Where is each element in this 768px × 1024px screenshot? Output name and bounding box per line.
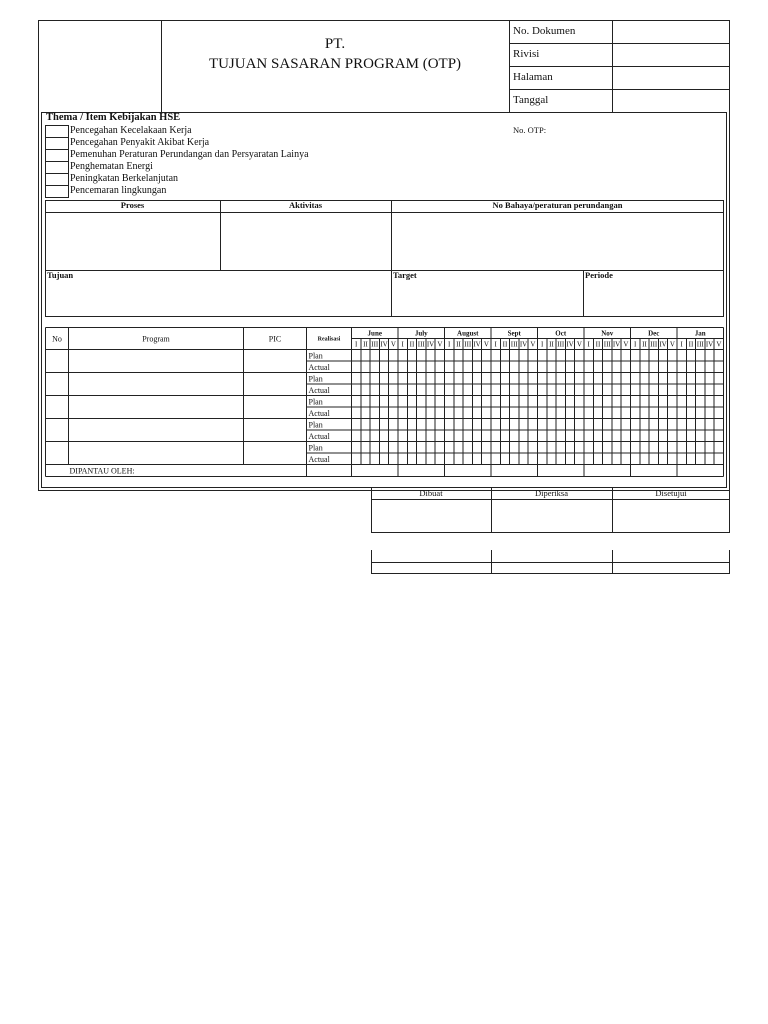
week-label: V [530,340,536,349]
week-label: II [549,340,554,349]
week-label: V [716,340,722,349]
week-label: I [447,340,451,349]
week-label: III [417,340,425,349]
thema-item-label: Peningkatan Berkelanjutan [70,173,179,184]
month-label: Dec [648,329,660,338]
week-label: I [680,340,683,349]
week-label: III [650,340,658,349]
company-name: PT. [324,36,346,52]
revision-label: Rivisi [513,48,540,60]
plan-label: Plan [308,397,323,407]
week-label: I [401,340,404,349]
week-label: I [540,340,544,349]
week-label: IV [612,340,621,349]
month-label: June [367,329,382,338]
page-title: TUJUAN SASARAN PROGRAM (OTP) [208,56,462,72]
thema-item-label: Pencegahan Kecelakaan Kerja [70,125,192,136]
week-label: IV [519,340,528,349]
pic-header: PIC [268,334,282,344]
actual-label: Actual [308,363,330,372]
week-label: II [409,340,415,349]
week-label: V [623,340,629,349]
week-label: III [371,340,379,349]
monitored-by-label: DIPANTAU OLEH: [69,466,135,476]
actual-label: Actual [308,409,330,418]
periode-label: Periode [585,270,613,280]
doc-number-label: No. Dokumen [513,25,576,37]
diperiksa-label: Diperiksa [534,488,569,498]
month-label: August [457,329,479,338]
week-label: V [483,340,489,349]
week-label: IV [659,340,667,349]
week-label: II [502,340,508,349]
actual-label: Actual [308,386,330,395]
week-label: II [363,340,368,349]
date-label: Tanggal [513,94,549,106]
month-label: July [414,329,428,338]
signature-name-line [371,562,730,563]
thema-item-label: Pencemaran lingkungan [70,185,167,196]
thema-item-label: Penghematan Energi [70,161,153,172]
target-label: Target [393,270,417,280]
program-header: Program [142,334,170,344]
no-otp-label: No. OTP: [513,125,547,135]
signature-name-col-2 [612,550,613,574]
no-header: No [52,334,62,344]
week-label: IV [566,340,574,349]
dibuat-label: Dibuat [419,488,443,498]
week-label: V [576,340,582,349]
signature-header-line [371,499,730,500]
plan-label: Plan [308,374,323,384]
aktivitas-header: Aktivitas [288,200,323,210]
month-label: Nov [601,329,614,338]
thema-heading: Thema / Item Kebijakan HSE [46,112,181,123]
week-label: IV [705,340,714,349]
page-label: Halaman [513,71,553,83]
week-label: I [633,340,637,349]
thema-item-label: Pencegahan Penyakit Akibat Kerja [70,137,210,148]
month-label: Sept [507,329,521,338]
week-label: II [642,340,647,349]
week-label: III [603,340,611,349]
plan-label: Plan [308,443,323,453]
week-label: V [669,340,675,349]
week-label: IV [426,340,435,349]
month-label: Oct [555,329,567,338]
week-label: IV [380,340,388,349]
realisasi-header: Realisasi [317,336,341,343]
bahaya-header: No Bahaya/peraturan perundangan [492,200,623,210]
week-label: III [510,340,518,349]
thema-item-label: Pemenuhan Peraturan Perundangan dan Persyaratan Lainya [70,149,309,160]
week-label: V [437,340,443,349]
week-label: I [494,340,497,349]
week-label: II [456,340,461,349]
week-label: V [390,340,396,349]
signature-name-col-1 [491,550,492,574]
actual-label: Actual [308,432,330,441]
tujuan-label: Tujuan [47,270,74,280]
week-label: III [464,340,472,349]
week-label: I [587,340,590,349]
week-label: IV [473,340,481,349]
proses-header: Proses [120,200,145,210]
week-label: III [696,340,704,349]
plan-label: Plan [308,351,323,361]
week-label: I [354,340,358,349]
disetujui-label: Disetujui [655,488,687,498]
week-label: II [595,340,601,349]
plan-label: Plan [308,420,323,430]
month-label: Jan [694,329,706,338]
actual-label: Actual [308,455,330,464]
week-label: II [688,340,694,349]
week-label: III [557,340,565,349]
